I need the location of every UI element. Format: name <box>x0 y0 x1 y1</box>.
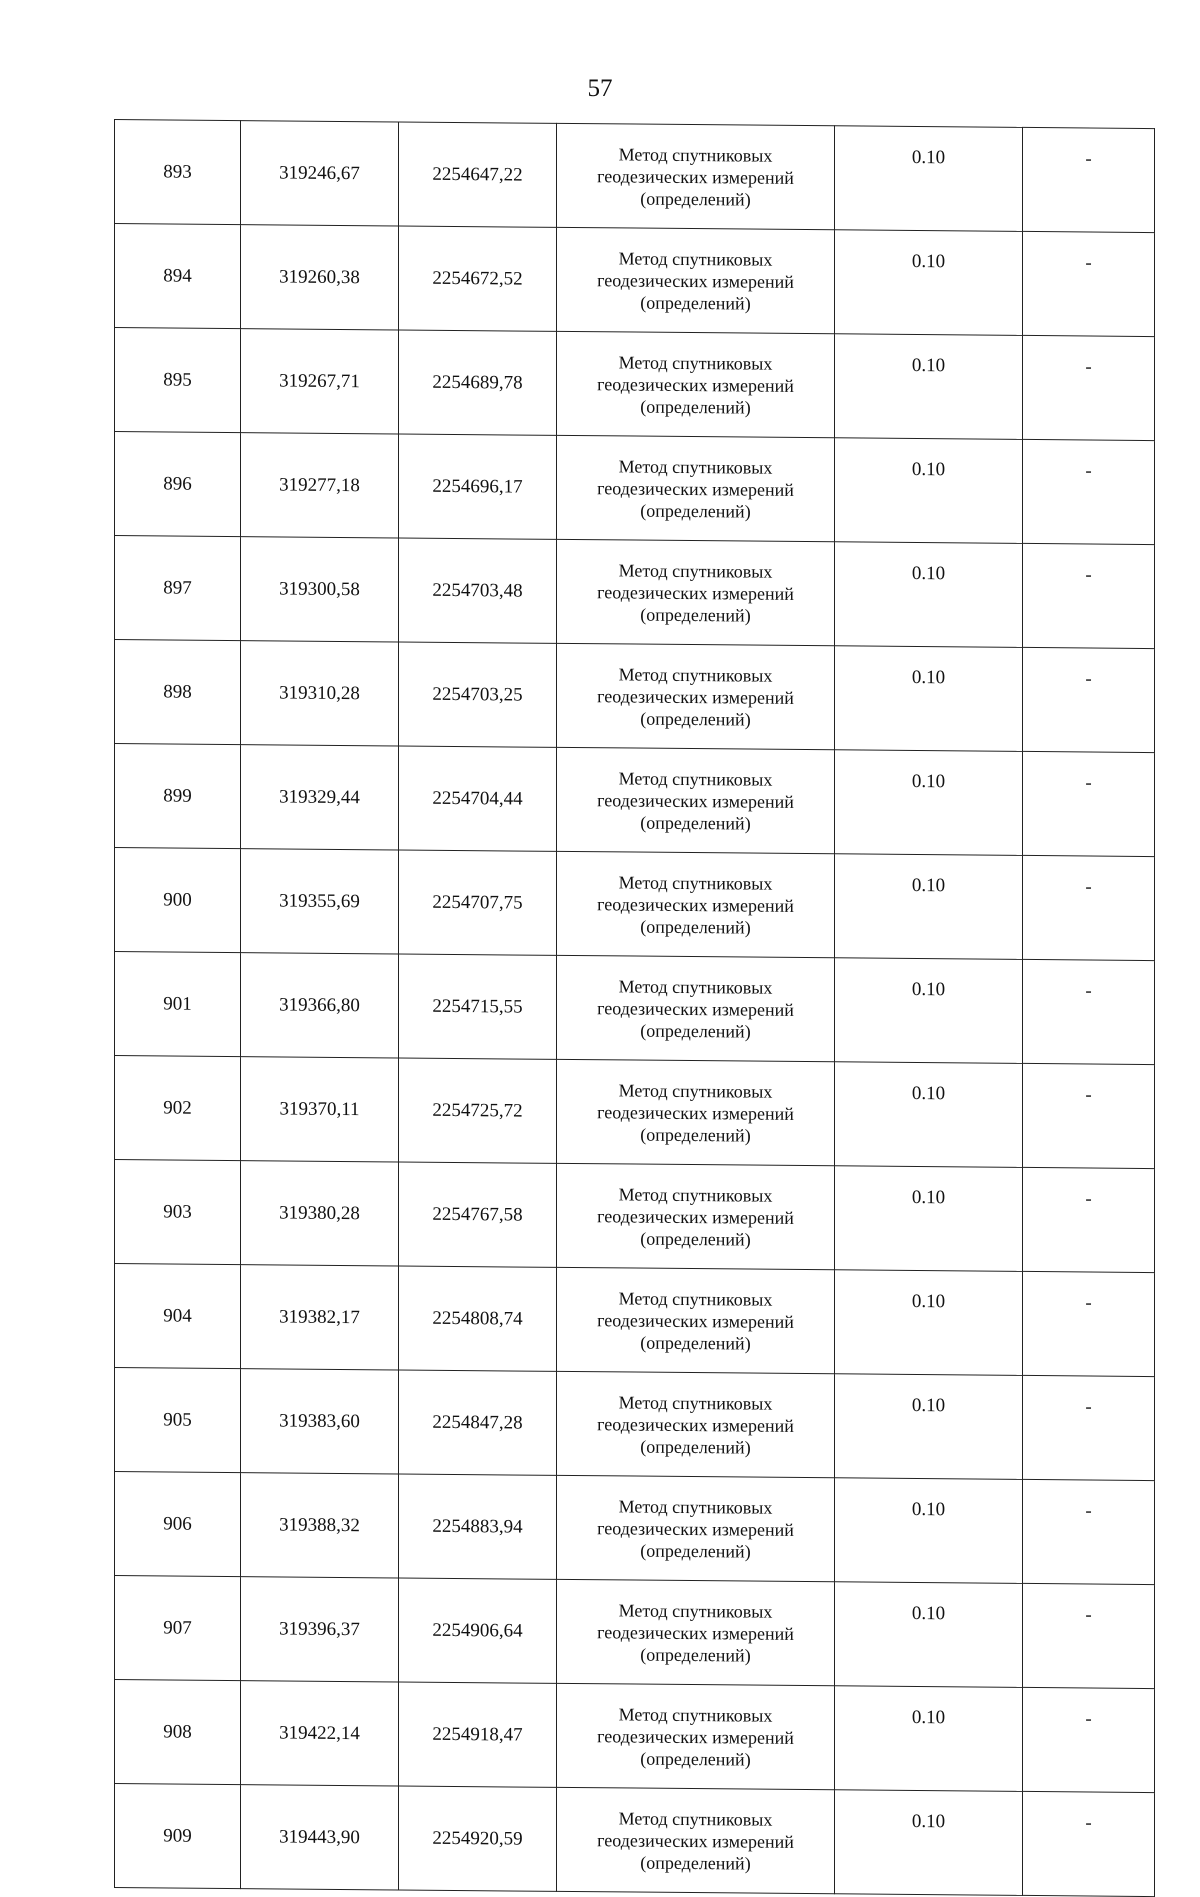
method-text-line: геодезических измерений <box>597 477 794 500</box>
y-coordinate-cell: 2254725,72 <box>399 1058 557 1163</box>
method-text-line: Метод спутниковых <box>618 247 773 270</box>
x-coordinate-cell: 319380,28 <box>241 1161 399 1266</box>
note-cell: - <box>1023 1375 1155 1480</box>
method-text-line: Метод спутниковых <box>618 1495 773 1518</box>
method-text-line: Метод спутниковых <box>618 1599 773 1622</box>
method-text-line: геодезических измерений <box>597 1725 794 1748</box>
method-text-line: (определений) <box>640 1124 751 1146</box>
x-coordinate-cell: 319366,80 <box>241 953 399 1058</box>
method-text-line: геодезических измерений <box>597 269 794 292</box>
x-coordinate-cell: 319443,90 <box>241 1785 399 1890</box>
method-cell <box>557 643 835 749</box>
point-number-cell: 908 <box>115 1680 241 1785</box>
note-cell: - <box>1023 751 1155 856</box>
method-text-line: геодезических измерений <box>597 1101 794 1124</box>
precision-cell: 0.10 <box>835 646 1023 752</box>
point-number-cell: 896 <box>115 432 241 537</box>
method-text-line: (определений) <box>640 188 751 210</box>
table-row <box>115 848 1155 961</box>
method-text-line: Метод спутниковых <box>618 1391 773 1414</box>
note-cell: - <box>1023 127 1155 232</box>
y-coordinate-cell: 2254847,28 <box>399 1370 557 1475</box>
precision-cell: 0.10 <box>835 1582 1023 1688</box>
note-cell: - <box>1023 543 1155 648</box>
table-row <box>115 744 1155 857</box>
method-text-line: Метод спутниковых <box>618 663 773 686</box>
table-row <box>115 1056 1155 1169</box>
precision-cell: 0.10 <box>835 542 1023 648</box>
x-coordinate-cell: 319329,44 <box>241 745 399 850</box>
y-coordinate-cell: 2254703,48 <box>399 538 557 643</box>
precision-cell: 0.10 <box>835 1374 1023 1480</box>
note-cell: - <box>1023 855 1155 960</box>
note-cell: - <box>1023 1479 1155 1584</box>
method-text-line: геодезических измерений <box>597 893 794 916</box>
y-coordinate-cell: 2254808,74 <box>399 1266 557 1371</box>
point-number-cell: 901 <box>115 952 241 1057</box>
note-cell: - <box>1023 1271 1155 1376</box>
note-cell: - <box>1023 335 1155 440</box>
point-number-cell: 894 <box>115 224 241 329</box>
table-row <box>115 120 1155 233</box>
y-coordinate-cell: 2254689,78 <box>399 330 557 435</box>
method-text-line: (определений) <box>640 1852 751 1874</box>
precision-cell: 0.10 <box>835 1166 1023 1272</box>
method-cell <box>557 1787 835 1893</box>
precision-cell: 0.10 <box>835 1686 1023 1792</box>
table-row <box>115 1576 1155 1689</box>
x-coordinate-cell: 319277,18 <box>241 433 399 538</box>
method-text-line: геодезических измерений <box>597 1517 794 1540</box>
point-number-cell: 906 <box>115 1472 241 1577</box>
method-text-line: Метод спутниковых <box>618 455 773 478</box>
point-number-cell: 899 <box>115 744 241 849</box>
table-row <box>115 536 1155 649</box>
method-text-line: (определений) <box>640 1748 751 1770</box>
point-number-cell: 897 <box>115 536 241 641</box>
method-text-line: Метод спутниковых <box>618 1183 773 1206</box>
table-row <box>115 1472 1155 1585</box>
note-cell: - <box>1023 1167 1155 1272</box>
method-text-line: геодезических измерений <box>597 581 794 604</box>
point-number-cell: 903 <box>115 1160 241 1265</box>
point-number-cell: 898 <box>115 640 241 745</box>
point-number-cell: 893 <box>115 120 241 225</box>
method-text-line: Метод спутниковых <box>618 871 773 894</box>
method-cell <box>557 539 835 645</box>
note-cell: - <box>1023 439 1155 544</box>
precision-cell: 0.10 <box>835 854 1023 960</box>
table-row <box>115 328 1155 441</box>
precision-cell: 0.10 <box>835 438 1023 544</box>
table-row <box>115 1264 1155 1377</box>
method-cell <box>557 1163 835 1269</box>
method-text-line: (определений) <box>640 916 751 938</box>
table-row <box>115 640 1155 753</box>
method-cell <box>557 435 835 541</box>
method-cell <box>557 955 835 1061</box>
note-cell: - <box>1023 1583 1155 1688</box>
method-text-line: геодезических измерений <box>597 1309 794 1332</box>
method-text-line: (определений) <box>640 1540 751 1562</box>
method-cell <box>557 1267 835 1373</box>
precision-cell: 0.10 <box>835 230 1023 336</box>
x-coordinate-cell: 319383,60 <box>241 1369 399 1474</box>
precision-cell: 0.10 <box>835 126 1023 232</box>
precision-cell: 0.10 <box>835 1478 1023 1584</box>
x-coordinate-cell: 319300,58 <box>241 537 399 642</box>
precision-cell: 0.10 <box>835 1062 1023 1168</box>
method-text-line: (определений) <box>640 1644 751 1666</box>
y-coordinate-cell: 2254767,58 <box>399 1162 557 1267</box>
point-number-cell: 907 <box>115 1576 241 1681</box>
y-coordinate-cell: 2254883,94 <box>399 1474 557 1579</box>
method-text-line: (определений) <box>640 396 751 418</box>
precision-cell: 0.10 <box>835 958 1023 1064</box>
x-coordinate-cell: 319355,69 <box>241 849 399 954</box>
method-text-line: (определений) <box>640 812 751 834</box>
x-coordinate-cell: 319382,17 <box>241 1265 399 1370</box>
method-text-line: геодезических измерений <box>597 789 794 812</box>
point-number-cell: 895 <box>115 328 241 433</box>
method-text-line: Метод спутниковых <box>618 143 773 166</box>
method-text-line: геодезических измерений <box>597 1621 794 1644</box>
point-number-cell: 904 <box>115 1264 241 1369</box>
x-coordinate-cell: 319310,28 <box>241 641 399 746</box>
y-coordinate-cell: 2254906,64 <box>399 1578 557 1683</box>
x-coordinate-cell: 319422,14 <box>241 1681 399 1786</box>
table-row <box>115 1368 1155 1481</box>
method-text-line: (определений) <box>640 500 751 522</box>
table-body <box>115 120 1155 1897</box>
table-row <box>115 952 1155 1065</box>
method-cell <box>557 851 835 957</box>
method-text-line: Метод спутниковых <box>618 559 773 582</box>
precision-cell: 0.10 <box>835 334 1023 440</box>
method-cell <box>557 331 835 437</box>
x-coordinate-cell: 319370,11 <box>241 1057 399 1162</box>
note-cell: - <box>1023 231 1155 336</box>
y-coordinate-cell: 2254920,59 <box>399 1786 557 1891</box>
point-number-cell: 900 <box>115 848 241 953</box>
x-coordinate-cell: 319267,71 <box>241 329 399 434</box>
precision-cell: 0.10 <box>835 1270 1023 1376</box>
method-text-line: (определений) <box>640 708 751 730</box>
method-cell <box>557 1371 835 1477</box>
y-coordinate-cell: 2254704,44 <box>399 746 557 851</box>
method-text-line: Метод спутниковых <box>618 1287 773 1310</box>
y-coordinate-cell: 2254696,17 <box>399 434 557 539</box>
note-cell: - <box>1023 959 1155 1064</box>
x-coordinate-cell: 319388,32 <box>241 1473 399 1578</box>
y-coordinate-cell: 2254918,47 <box>399 1682 557 1787</box>
y-coordinate-cell: 2254707,75 <box>399 850 557 955</box>
y-coordinate-cell: 2254672,52 <box>399 226 557 331</box>
method-text-line: (определений) <box>640 1020 751 1042</box>
method-cell <box>557 1059 835 1165</box>
method-cell <box>557 1683 835 1789</box>
page-number: 57 <box>587 75 613 102</box>
method-text-line: (определений) <box>640 1436 751 1458</box>
y-coordinate-cell: 2254715,55 <box>399 954 557 1059</box>
table-row <box>115 1160 1155 1273</box>
method-text-line: (определений) <box>640 1332 751 1354</box>
method-text-line: Метод спутниковых <box>618 767 773 790</box>
table-row <box>115 1680 1155 1793</box>
y-coordinate-cell: 2254647,22 <box>399 122 557 227</box>
method-text-line: Метод спутниковых <box>618 351 773 374</box>
method-cell <box>557 227 835 333</box>
note-cell: - <box>1023 647 1155 752</box>
method-text-line: Метод спутниковых <box>618 975 773 998</box>
y-coordinate-cell: 2254703,25 <box>399 642 557 747</box>
method-text-line: Метод спутниковых <box>618 1079 773 1102</box>
x-coordinate-cell: 319260,38 <box>241 225 399 330</box>
coordinates-table <box>114 119 1155 1897</box>
note-cell: - <box>1023 1063 1155 1168</box>
table-row <box>115 432 1155 545</box>
note-cell: - <box>1023 1791 1155 1896</box>
point-number-cell: 902 <box>115 1056 241 1161</box>
note-cell: - <box>1023 1687 1155 1792</box>
method-text-line: (определений) <box>640 1228 751 1250</box>
x-coordinate-cell: 319396,37 <box>241 1577 399 1682</box>
method-text-line: (определений) <box>640 604 751 626</box>
method-cell <box>557 747 835 853</box>
table-row <box>115 224 1155 337</box>
method-text-line: геодезических измерений <box>597 1205 794 1228</box>
method-text-line: Метод спутниковых <box>618 1703 773 1726</box>
point-number-cell: 905 <box>115 1368 241 1473</box>
method-text-line: геодезических измерений <box>597 1413 794 1436</box>
method-text-line: геодезических измерений <box>597 165 794 188</box>
point-number-cell: 909 <box>115 1784 241 1889</box>
precision-cell: 0.10 <box>835 1790 1023 1896</box>
method-cell <box>557 123 835 229</box>
x-coordinate-cell: 319246,67 <box>241 121 399 226</box>
method-text-line: геодезических измерений <box>597 997 794 1020</box>
method-text-line: Метод спутниковых <box>618 1807 773 1830</box>
table-row <box>115 1784 1155 1897</box>
method-text-line: геодезических измерений <box>597 1829 794 1852</box>
method-text-line: геодезических измерений <box>597 685 794 708</box>
method-text-line: геодезических измерений <box>597 373 794 396</box>
method-cell <box>557 1475 835 1581</box>
precision-cell: 0.10 <box>835 750 1023 856</box>
method-text-line: (определений) <box>640 292 751 314</box>
method-cell <box>557 1579 835 1685</box>
